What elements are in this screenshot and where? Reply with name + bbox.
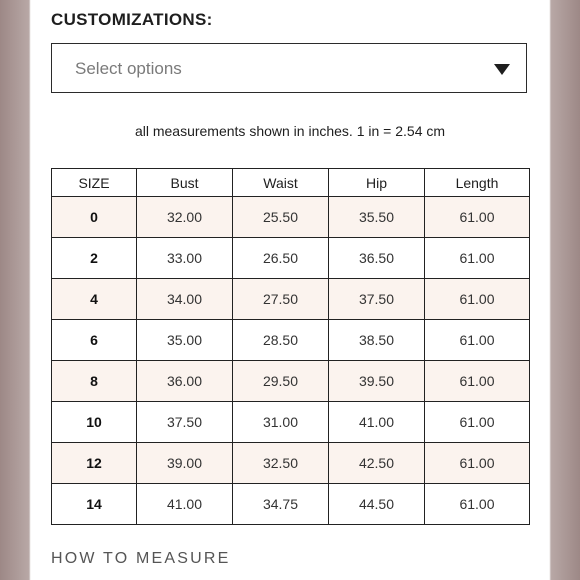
bust-cell: 32.00 <box>137 197 233 238</box>
table-row <box>52 484 530 525</box>
customizations-title: CUSTOMIZATIONS: <box>51 10 213 29</box>
hip-cell: 39.50 <box>329 361 425 402</box>
hip-cell: 44.50 <box>329 484 425 525</box>
customizations-select[interactable] <box>51 43 527 93</box>
length-cell: 61.00 <box>425 443 530 484</box>
length-cell: 61.00 <box>425 402 530 443</box>
size-cell: 4 <box>52 279 137 320</box>
bust-cell: 36.00 <box>137 361 233 402</box>
table-row <box>52 361 530 402</box>
col-header-length: Length <box>425 169 530 197</box>
col-header-bust: Bust <box>137 169 233 197</box>
length-cell: 61.00 <box>425 279 530 320</box>
measurement-note: all measurements shown in inches. 1 in = 2.54 cm <box>134 123 446 139</box>
waist-cell: 27.50 <box>233 279 329 320</box>
waist-cell: 34.75 <box>233 484 329 525</box>
waist-cell: 26.50 <box>233 238 329 279</box>
hip-cell: 42.50 <box>329 443 425 484</box>
waist-cell: 25.50 <box>233 197 329 238</box>
table-header-row <box>52 169 530 197</box>
table-row <box>52 320 530 361</box>
bust-cell: 34.00 <box>137 279 233 320</box>
length-cell: 61.00 <box>425 238 530 279</box>
length-cell: 61.00 <box>425 197 530 238</box>
size-cell: 10 <box>52 402 137 443</box>
size-chart-table <box>51 168 530 525</box>
col-header-size: SIZE <box>52 169 137 197</box>
table-row <box>52 443 530 484</box>
size-cell: 14 <box>52 484 137 525</box>
caret-down-icon <box>494 64 510 75</box>
size-cell: 12 <box>52 443 137 484</box>
hip-cell: 38.50 <box>329 320 425 361</box>
bust-cell: 41.00 <box>137 484 233 525</box>
table-row <box>52 279 530 320</box>
bust-cell: 35.00 <box>137 320 233 361</box>
select-placeholder: Select options <box>75 59 182 78</box>
waist-cell: 31.00 <box>233 402 329 443</box>
size-cell: 8 <box>52 361 137 402</box>
table-row <box>52 238 530 279</box>
hip-cell: 35.50 <box>329 197 425 238</box>
waist-cell: 28.50 <box>233 320 329 361</box>
length-cell: 61.00 <box>425 320 530 361</box>
bust-cell: 39.00 <box>137 443 233 484</box>
table-row <box>52 402 530 443</box>
bust-cell: 33.00 <box>137 238 233 279</box>
table-row <box>52 197 530 238</box>
col-header-waist: Waist <box>233 169 329 197</box>
waist-cell: 32.50 <box>233 443 329 484</box>
hip-cell: 37.50 <box>329 279 425 320</box>
size-cell: 0 <box>52 197 137 238</box>
col-header-hip: Hip <box>329 169 425 197</box>
length-cell: 61.00 <box>425 361 530 402</box>
hip-cell: 36.50 <box>329 238 425 279</box>
size-cell: 2 <box>52 238 137 279</box>
bust-cell: 37.50 <box>137 402 233 443</box>
hip-cell: 41.00 <box>329 402 425 443</box>
size-cell: 6 <box>52 320 137 361</box>
length-cell: 61.00 <box>425 484 530 525</box>
waist-cell: 29.50 <box>233 361 329 402</box>
how-to-measure-link[interactable]: HOW TO MEASURE <box>51 550 231 567</box>
